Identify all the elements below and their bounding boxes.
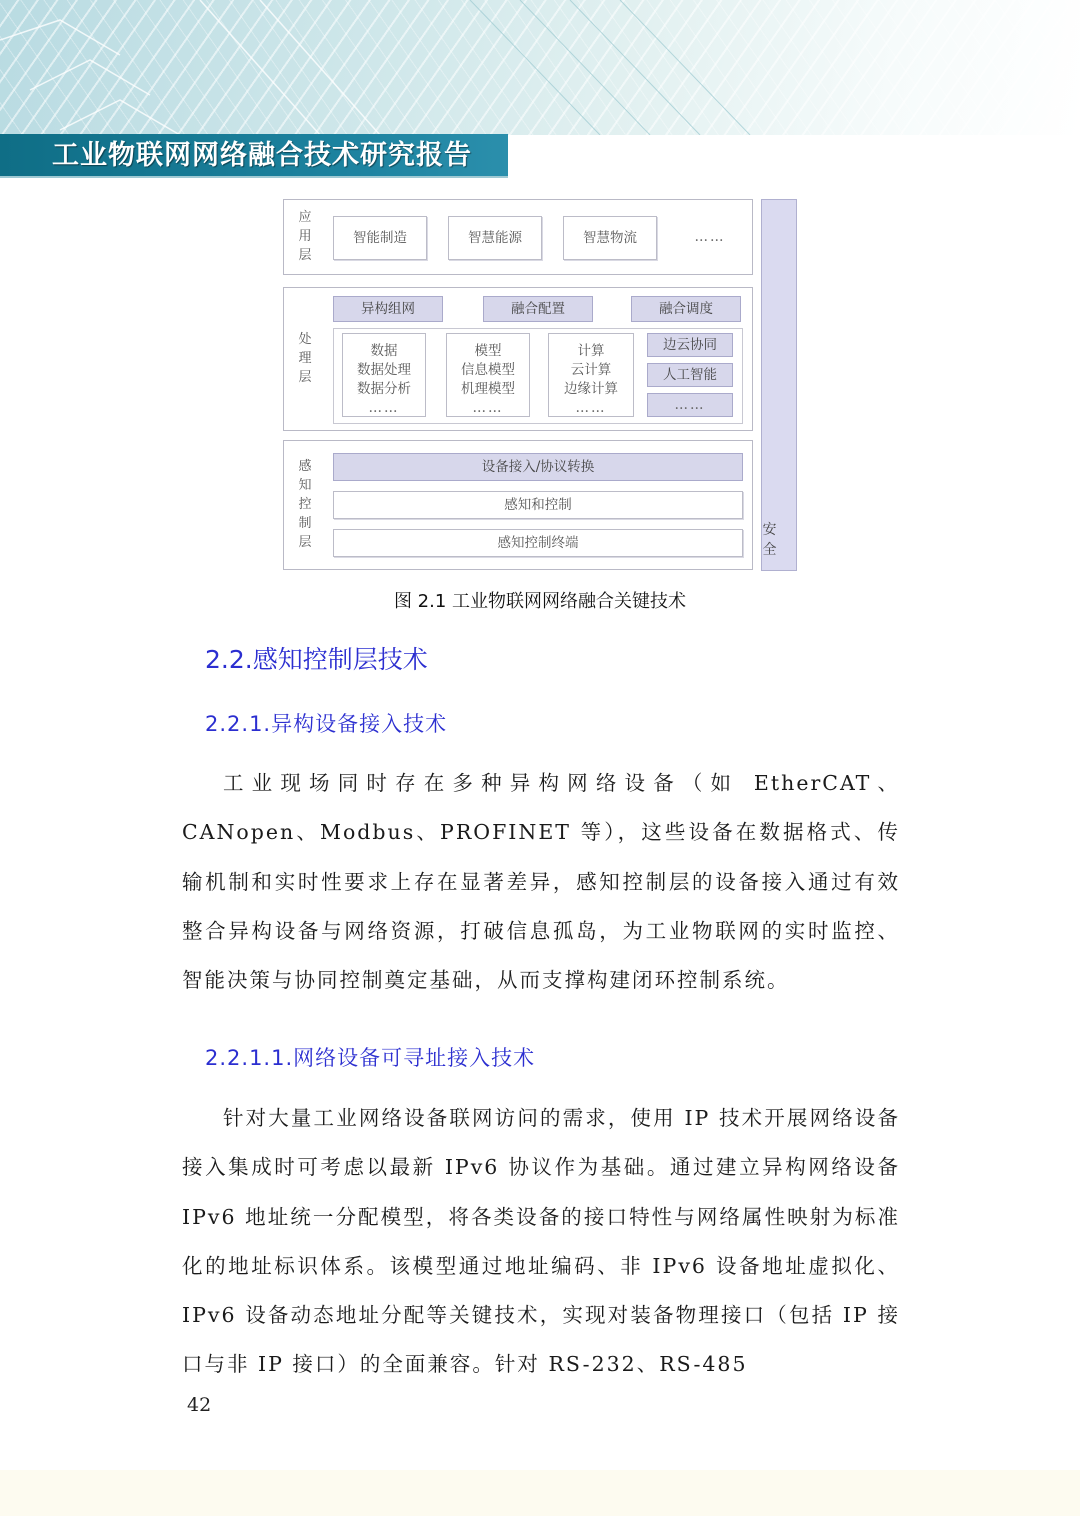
- app-item-more: ……: [694, 229, 726, 245]
- architecture-diagram: [283, 199, 797, 571]
- processing-layer: [283, 287, 753, 431]
- header-decoration: [0, 0, 1080, 135]
- app-item: 智慧能源: [448, 216, 542, 260]
- page-number: 42: [187, 1394, 212, 1416]
- data-column-item: 数据处理: [357, 362, 411, 378]
- model-column-title: 模型: [474, 343, 502, 359]
- data-column-item: 数据分析: [357, 381, 411, 397]
- side-item: 人工智能: [647, 363, 733, 387]
- footer-band: [0, 1470, 1080, 1516]
- process-top-item: 融合调度: [631, 296, 741, 322]
- model-column-item: 信息模型: [461, 362, 515, 378]
- perception-row: 感知和控制: [333, 491, 743, 519]
- header-pattern: [0, 0, 1080, 135]
- process-top-item: 融合配置: [483, 296, 593, 322]
- report-title: 工业物联网网络融合技术研究报告: [52, 140, 472, 171]
- data-column-title: 数据: [370, 343, 398, 359]
- processing-layer-label: [284, 330, 326, 387]
- data-column-more: ……: [368, 400, 400, 416]
- model-column-item: 机理模型: [461, 381, 515, 397]
- perception-row: 设备接入/协议转换: [333, 453, 743, 481]
- model-column: [446, 333, 530, 417]
- compute-column-more: ……: [575, 400, 607, 416]
- application-layer-label: [284, 208, 326, 265]
- compute-column-item: 边缘计算: [564, 381, 618, 397]
- side-item-more: ……: [647, 393, 733, 417]
- perception-layer-label: [284, 457, 326, 552]
- body-paragraph: 针对大量工业网络设备联网访问的需求，使用 IP 技术开展网络设备接入集成时可考虑以最新 IPv6 协议作为基础。通过建立异构网络设备 IPv6 地址统一分配模型，将各类设备的接口特性与网络属性映射为标准化的地址标识体系。该模型通过地址编码、非 IPv6 设备地址虚拟化、IPv6 设备动态地址分配等关键技术，实现对装备物理接口（包括 IP 接口与非 IP 接口）的全面兼容。针对 RS-232、RS-485: [182, 1106, 900, 1377]
- compute-column: [548, 333, 634, 417]
- compute-column-title: 计算: [577, 343, 605, 359]
- model-column-more: ……: [472, 400, 504, 416]
- section-heading: 2.2.感知控制层技术: [205, 645, 428, 674]
- compute-column-item: 云计算: [570, 362, 612, 378]
- application-layer-label-text: 应用层: [298, 210, 312, 263]
- perception-layer-label-text: 感知控制层: [298, 459, 312, 550]
- processing-inner: [333, 328, 743, 424]
- data-column: [342, 333, 426, 417]
- subsection-heading: 2.2.1.异构设备接入技术: [205, 712, 448, 736]
- processing-layer-label-text: 处理层: [298, 332, 312, 385]
- subsubsection-heading: 2.2.1.1.网络设备可寻址接入技术: [205, 1046, 536, 1070]
- application-layer: [283, 199, 753, 275]
- process-top-item: 异构组网: [333, 296, 443, 322]
- body-paragraph: 工业现场同时存在多种异构网络设备（如 EtherCAT、CANopen、Modbus、PROFINET 等），这些设备在数据格式、传输机制和实时性要求上存在显著差异，感知控制层的设备接入通过有效整合异构设备与网络资源，打破信息孤岛，为工业物联网的实时监控、智能决策与协同控制奠定基础，从而支撑构建闭环控制系统。: [182, 771, 900, 993]
- security-label-text: 安全: [762, 522, 777, 558]
- app-item: 智能制造: [333, 216, 427, 260]
- security-column: [761, 199, 797, 571]
- figure-caption: 图 2.1 工业物联网网络融合关键技术: [393, 591, 687, 612]
- perception-layer: [283, 440, 753, 570]
- perception-row: 感知控制终端: [333, 529, 743, 557]
- side-item: 边云协同: [647, 333, 733, 357]
- app-item: 智慧物流: [563, 216, 657, 260]
